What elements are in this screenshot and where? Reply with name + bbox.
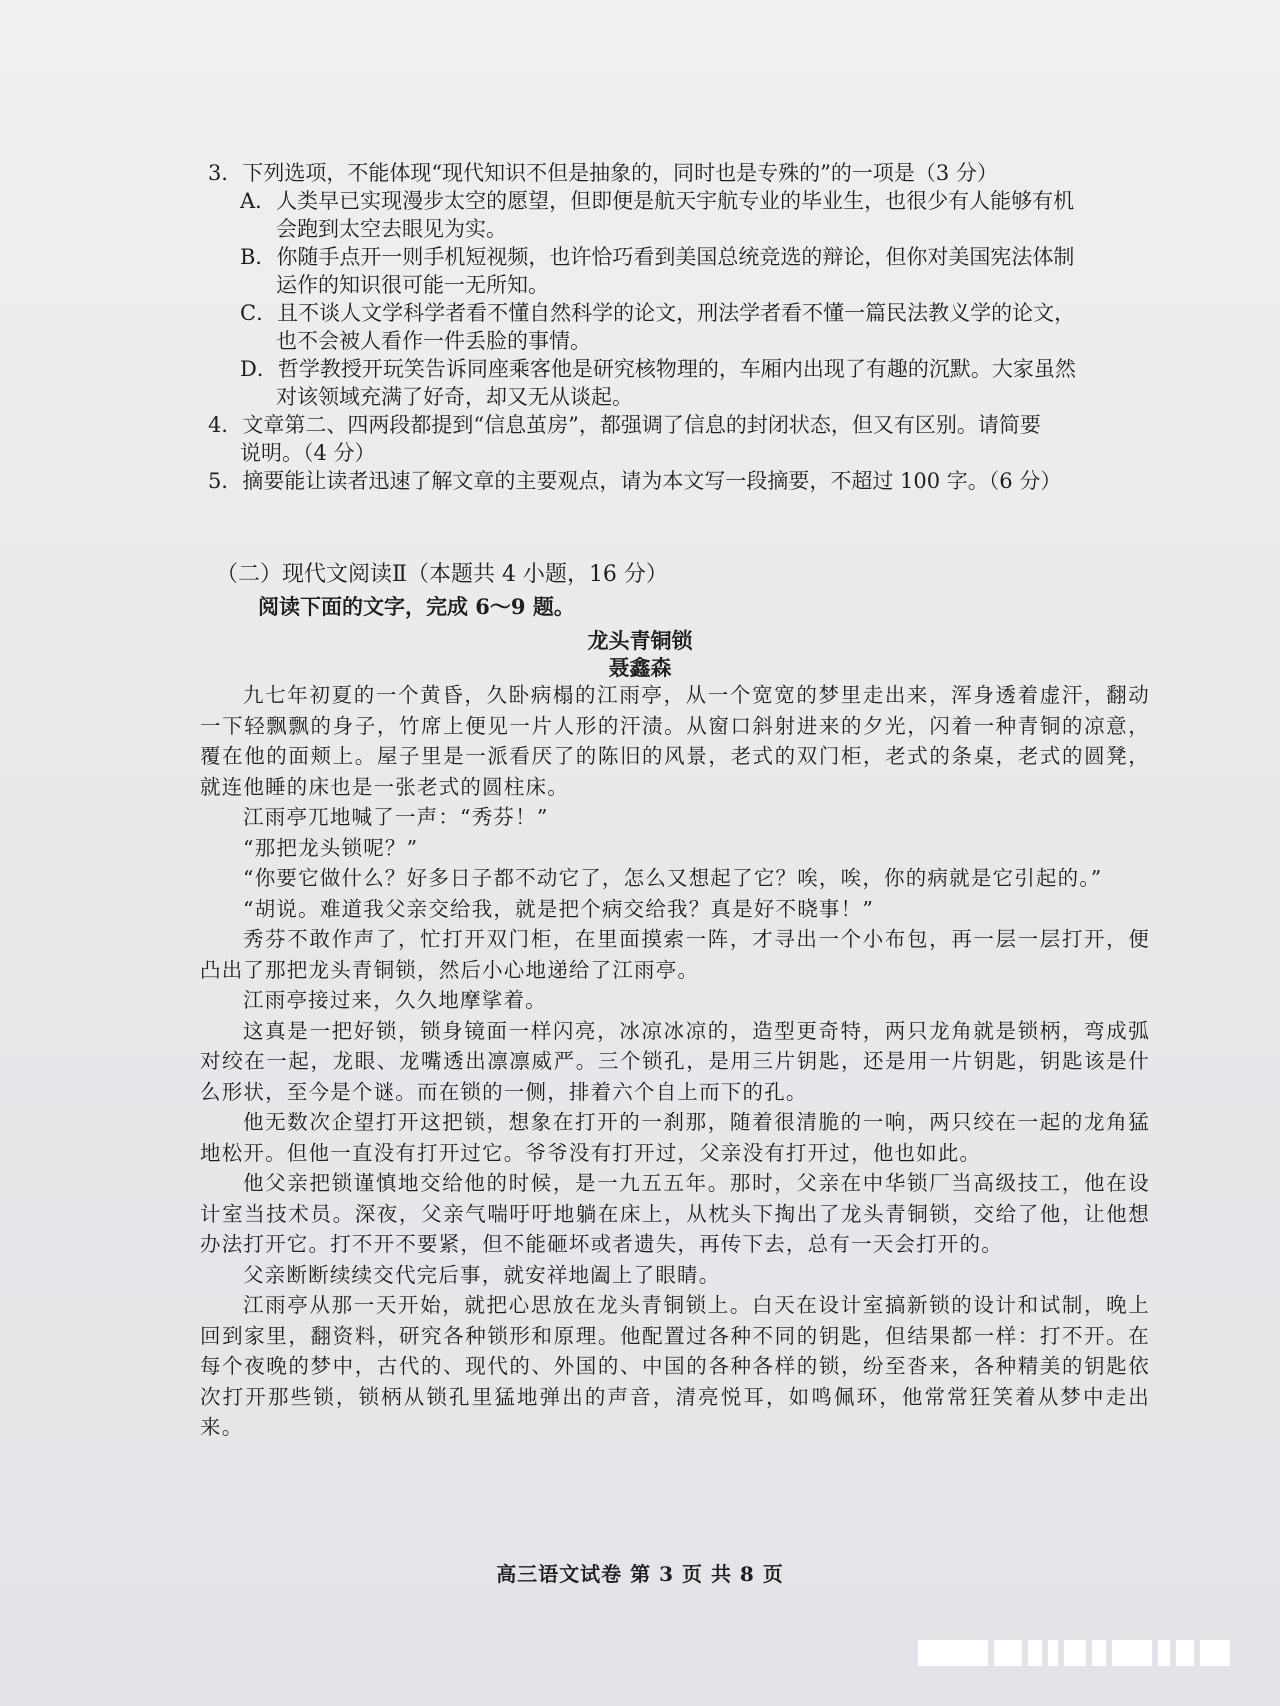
section-title: （二）现代文阅读Ⅱ（本题共 4 小题，16 分）: [216, 562, 668, 587]
question-4-line1: 4．文章第二、四两段都提到“信息茧房”，都强调了信息的封闭状态，但又有区别。请简要: [208, 413, 1041, 437]
question-3-option-c-cont: 也不会被人看作一件丢脸的事情。: [276, 329, 591, 353]
story-author: 聂鑫森: [608, 655, 672, 680]
section-instruction: 阅读下面的文字，完成 6～9 题。: [258, 594, 575, 619]
question-3-option-c: C．且不谈人文学科学者看不懂自然科学的论文，刑法学者看不懂一篇民法教义学的论文，: [240, 301, 1076, 325]
story-paragraph: 父亲断断续续交代完后事，就安祥地阖上了眼睛。: [243, 1262, 721, 1287]
question-3-option-a: A．人类早已实现漫步太空的愿望，但即便是航天宇航专业的毕业生，也很少有人能够有机: [240, 189, 1075, 213]
story-paragraph: 这真是一把好锁，锁身镜面一样闪亮，冰凉冰凉的，造型更奇特，两只龙角就是锁柄，弯成弧对绞在一起，龙眼、龙嘴透出凛凛威严。三个锁孔，是用三片钥匙，还是用一片钥匙，钥匙该是什么形状，至今是个谜。而在锁的一侧，排着六个自上而下的孔。: [200, 1018, 1150, 1104]
question-4-line2: 说明。（4 分）: [240, 441, 376, 465]
page-footer: 高三语文试卷 第 3 页 共 8 页: [496, 1562, 784, 1586]
story-paragraph: 秀芬不敢作声了，忙打开双门柜，在里面摸索一阵，才寻出一个小布包，再一层一层打开，便凸出了那把龙头青铜锁，然后小心地递给了江雨亭。: [200, 927, 1150, 982]
story-paragraph: 他父亲把锁谨慎地交给他的时候，是一九五五年。那时，父亲在中华锁厂当高级技工，他在设计室当技术员。深夜，父亲气喘吁吁地躺在床上，从枕头下掏出了龙头青铜锁，交给了他，让他想办法打开它。打不开不要紧，但不能砸坏或者遗失，再传下去，总有一天会打开的。: [200, 1171, 1150, 1256]
question-3-option-d: D．哲学教授开玩笑告诉同座乘客他是研究核物理的，车厢内出现了有趣的沉默。大家虽然: [240, 357, 1076, 381]
story-paragraph: 江雨亭接过来，久久地摩挲着。: [243, 988, 547, 1012]
question-3-stem: 3．下列选项，不能体现“现代知识不但是抽象的，同时也是专殊的”的一项是（3 分）: [208, 161, 998, 185]
question-5: 5．摘要能让读者迅速了解文章的主要观点，请为本文写一段摘要，不超过 100 字。（6 分）: [208, 469, 1062, 493]
story-title: 龙头青铜锁: [587, 628, 693, 653]
story-paragraph: “你要它做什么？好多日子都不动它了，怎么又想起了它？唉，唉，你的病就是它引起的。”: [243, 866, 1103, 890]
story-paragraph: 他无数次企望打开这把锁，想象在打开的一刹那，随着很清脆的一响，两只绞在一起的龙角猛地松开。但他一直没有打开过它。爷爷没有打开过，父亲没有打开过，他也如此。: [200, 1110, 1150, 1165]
question-3-option-b-cont: 运作的知识很可能一无所知。: [276, 273, 549, 297]
question-3-option-a-cont: 会跑到太空去眼见为实。: [276, 217, 507, 241]
question-3-option-b: B．你随手点开一则手机短视频，也许恰巧看到美国总统竞选的辩论，但你对美国宪法体制: [240, 245, 1075, 269]
watermark-graphic: [918, 1640, 1256, 1674]
story-paragraph: “胡说。难道我父亲交给我，就是把个病交给我？真是好不晓事！”: [243, 896, 875, 921]
story-paragraph: “那把龙头锁呢？”: [243, 835, 419, 860]
story-paragraph: 九七年初夏的一个黄昏，久卧病榻的江雨亭，从一个宽宽的梦里走出来，浑身透着虚汗，翻动一下轻飘飘的身子，竹席上便见一片人形的汗渍。从窗口斜射进来的夕光，闪着一种青铜的凉意，覆在他的面颊上。屋子里是一派看厌了的陈旧的风景，老式的双门柜，老式的条桌，老式的圆凳，就连他睡的床也是一张老式的圆柱床。: [200, 683, 1150, 799]
story-body: [200, 680, 1150, 1443]
story-paragraph: 江雨亭从那一天开始，就把心思放在龙头青铜锁上。白天在设计室搞新锁的设计和试制，晚上回到家里，翻资料，研究各种锁形和原理。他配置过各种不同的钥匙，但结果都一样：打不开。在每个夜晚的梦中，古代的、现代的、外国的、中国的各种各样的锁，纷至沓来，各种精美的钥匙依次打开那些锁，锁柄从锁孔里猛地弹出的声音，清亮悦耳，如鸣佩环，他常常狂笑着从梦中走出来。: [200, 1293, 1150, 1439]
question-3-option-d-cont: 对该领域充满了好奇，却又无从谈起。: [276, 385, 633, 409]
story-paragraph: 江雨亭兀地喊了一声：“秀芬！”: [243, 805, 549, 829]
